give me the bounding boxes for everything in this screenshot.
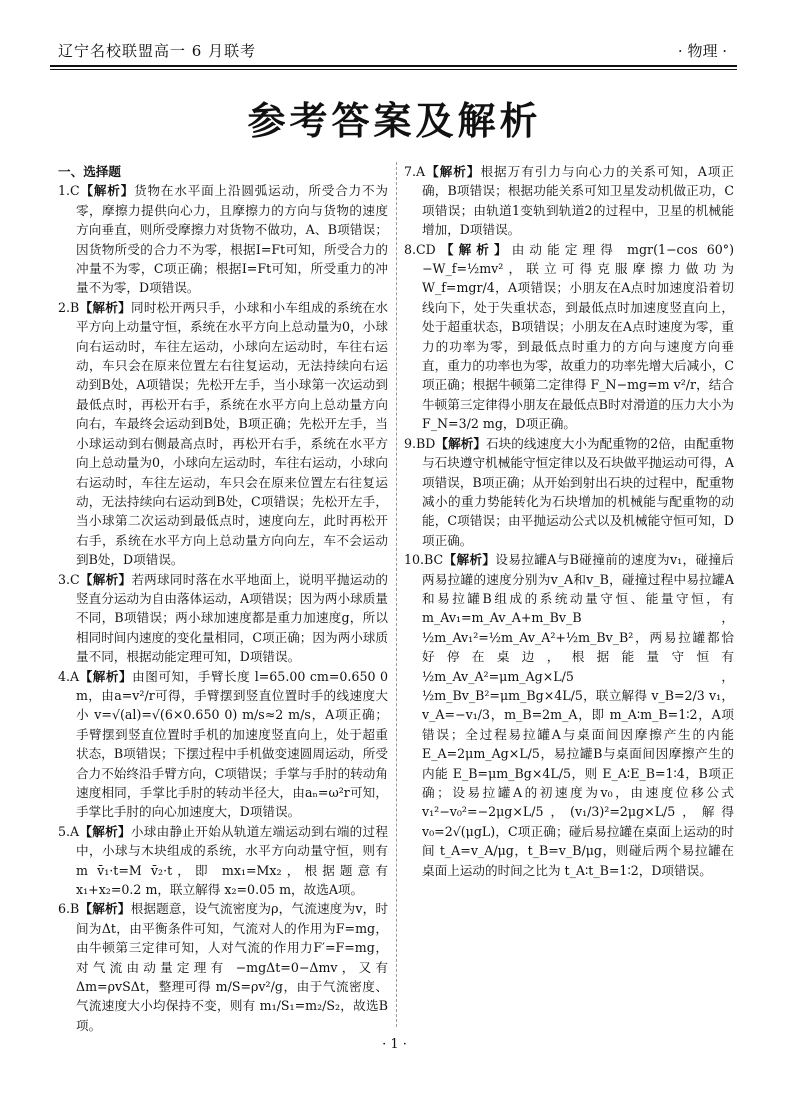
page-title: 参考答案及解析	[247, 99, 542, 143]
explanation-tag: 【解析】	[435, 241, 512, 257]
answer-item	[58, 667, 388, 822]
answer-list-left	[58, 181, 388, 1035]
section-heading: 一、选择题	[58, 164, 121, 179]
explanation-tag: 【解析】	[79, 571, 132, 587]
answer-choice: BD	[416, 435, 436, 451]
explanation-text: 小球由静止开始从轨道左端运动到右端的过程中，小球与木块组成的系统，水平方向动量守恒，则有 m v̄₁·t=M v̄₂·t，即 mx₁=Mx₂，根据题意有 x₁+x₂=0.2 m，联立解得 x₂=0.05 m，故选A项。	[76, 823, 389, 898]
explanation-tag: 【解析】	[79, 901, 131, 917]
explanation-tag: 【解析】	[79, 299, 132, 315]
answer-item	[58, 899, 388, 1035]
answer-item	[58, 181, 388, 297]
header-rule-thick	[50, 65, 737, 67]
explanation-text: 若两球同时落在水平地面上，说明平抛运动的竖直分运动为自由落体运动，A项错误；因为两小球质量不同，B项错误；两小球加速度都是重力加速度g，所以相同时间内速度的变化量相同，C项正确；因为两小球质量不同，根据动能定理可知，D项错误。	[76, 571, 389, 665]
explanation-text: 石块的线速度大小为配重物的2倍，由配重物与石块遵守机械能守恒定律以及石块做平抛运动可得，A项错误，B项正确；从开始到射出石块的过程中，配重物减小的重力势能转化为石块增加的机械能与配重物的动能，C项错误；由平抛运动公式以及机械能守恒可知，D项正确。	[422, 435, 735, 548]
answer-number: 10.	[404, 552, 425, 568]
answer-item	[404, 162, 734, 240]
answer-number: 1.	[58, 183, 71, 199]
right-column	[404, 162, 734, 1042]
answer-number: 7.	[404, 164, 417, 179]
header-rule-thin	[50, 69, 737, 70]
answer-item	[58, 298, 388, 570]
answer-number: 4.	[58, 668, 71, 684]
column-divider	[396, 162, 397, 1027]
explanation-text: 由图可知，手臂长度 l=65.00 cm=0.650 0 m，由a=v²/r可得，手臂摆到竖直位置时手的线速度大小 v=√(al)=√(6×0.650 0) m/s≈2 m/s，A项正确；手臂摆到竖直位置时手机的加速度竖直向上，处于超重状态，B项错误；下摆过程中手机做变速圆周运动，所受合力不始终沿手臂方向，C项错误；手掌与手肘的转动角速度相同，手掌比手肘的转动半径大，由aₙ=ω²r可知，手掌比手肘的向心加速度大，D项错误。	[76, 668, 389, 820]
answer-choice: C	[70, 183, 80, 199]
explanation-tag: 【解析】	[79, 183, 135, 199]
answer-choice: C	[70, 571, 80, 587]
explanation-text: 设易拉罐A与B碰撞前的速度为v₁，碰撞后两易拉罐的速度分别为v_A和v_B，碰撞过程中易拉罐A和易拉罐B组成的系统动量守恒、能量守恒，有 m_Av₁=m_Av_A+m_Bv_B，½m_Av₁²=½m_Av_A²+½m_Bv_B²，两易拉罐都恰好停在桌边，根据能量守恒有 ½m_Av_A²=μm_Ag×L/5，½m_Bv_B²=μm_Bg×4L/5，联立解得 v_B=2/3 v₁，v_A=−v₁/3，m_B=2m_A，即 m_A∶m_B=1∶2，A项错误；全过程易拉罐A与桌面间因摩擦产生的内能 E_A=2μm_Ag×L/5，易拉罐B与桌面间因摩擦产生的内能 E_B=μm_Bg×4L/5，则 E_A∶E_B=1∶4，B项正确；设易拉罐A的初速度为v₀，由速度位移公式 v₁²−v₀²=−2μg×L/5，(v₁/3)²=2μg×L/5，解得 v₀=2√(μgL)，C项正确；碰后易拉罐在桌面上运动的时间 t_A=v_A/μg，t_B=v_B/μg，则碰后两个易拉罐在桌面上运动的时间之比为 t_A∶t_B=1∶2，D项错误。	[422, 552, 735, 878]
answer-number: 2.	[58, 299, 71, 315]
answer-number: 6.	[58, 901, 71, 917]
answer-item	[404, 434, 734, 550]
answer-item	[58, 570, 388, 667]
answer-choice: A	[416, 164, 426, 179]
page-header	[50, 40, 737, 62]
answer-choice: CD	[416, 241, 436, 257]
left-column	[58, 162, 389, 1033]
explanation-tag: 【解析】	[425, 164, 481, 179]
explanation-tag: 【解析】	[435, 435, 486, 451]
explanation-text: 根据万有引力与向心力的关系可知，A项正确，B项错误；根据功能关系可知卫星发动机做正功，C项错误；由轨道1变轨到轨道2的过程中，卫星的机械能增加，D项错误。	[422, 164, 734, 238]
exam-name: 辽宁名校联盟高一 6 月联考	[58, 42, 257, 60]
explanation-text: 由动能定理得 mgr(1−cos 60°)−W_f=½mv²，联立可得克服摩擦力做功为 W_f=mgr/4，A项错误；小朋友在A点时加速度沿着切线向下，处于失重状态，到最低点时加速度竖直向上，处于超重状态，B项错误；小朋友在A点时速度为零，重力的功率为零，到最低点时重力的方向与速度方向垂直，重力的功率也为零，故重力的功率先增大后减小，C项正确；根据牛顿第二定律得 F_N−mg=m v²/r，结合牛顿第三定律得小朋友在最低点B时对滑道的压力大小为 F_N=3/2 mg，D项正确。	[422, 241, 735, 432]
explanation-tag: 【解析】	[79, 823, 131, 839]
answer-number: 9.	[404, 435, 417, 451]
explanation-text: 同时松开两只手，小球和小车组成的系统在水平方向上动量守恒，系统在水平方向上总动量为0，小球向右运动时，车往左运动，小球向左运动时，车往右运动，车只会在原来位置左右往复运动，无法持续向右运动到B处，A项错误；先松开左手，当小球第一次运动到最低点时，再松开右手，系统在水平方向上总动量方向向右，车最终会运动到B处，B项正确；先松开左手，当小球运动到右侧最高点时，再松开右手，系统在水平方向上总动量为0，小球向左运动时，车往右运动，小球向右运动时，车往左运动，车只会在原来位置左右往复运动，无法持续向右运动到B处，C项错误；先松开左手，当小球第二次运动到最低点时，速度向左，此时再松开右手，系统在水平方向上总动量方向向左，车不会运动到B处，D项错误。	[76, 299, 389, 568]
answer-item	[58, 822, 388, 900]
explanation-text: 根据题意，设气流密度为ρ，气流速度为v，时间为Δt，由平衡条件可知，气流对人的作用为F=mg，由牛顿第三定律可知，人对气流的作用力F′=F=mg，对气流由动量定理有 −mgΔt=0−Δmv，又有 Δm=ρvSΔt，整理可得 m/S=ρv²/g，由于气流密度、气流速度大小均保持不变，则有 m₁/S₁=m₂/S₂，故选B项。	[76, 901, 388, 1033]
answer-list-right	[404, 162, 734, 880]
answer-number: 5.	[58, 823, 71, 839]
answer-choice: B	[70, 299, 80, 315]
answer-number: 3.	[58, 571, 71, 587]
answer-choice: A	[70, 668, 80, 684]
answer-choice: BC	[424, 552, 444, 568]
page-number: · 1 ·	[382, 1037, 407, 1052]
answer-item	[404, 550, 734, 880]
answer-item	[404, 240, 734, 434]
answer-number: 8.	[404, 241, 417, 257]
answer-choice: A	[70, 823, 80, 839]
subject-label: · 物理 ·	[677, 42, 727, 60]
explanation-text: 货物在水平面上沿圆弧运动，所受合力不为零，摩擦力提供向心力，且摩擦力的方向与货物的速度方向垂直，则所受摩擦力对货物不做功，A、B项错误；因货物所受的合力不为零，根据I=Ft可知，所受合力的冲量不为零，C项正确；根据I=Ft可知，所受重力的冲量不为零，D项错误。	[76, 183, 389, 296]
answer-choice: B	[70, 901, 80, 917]
explanation-tag: 【解析】	[443, 552, 496, 568]
explanation-tag: 【解析】	[79, 668, 133, 684]
